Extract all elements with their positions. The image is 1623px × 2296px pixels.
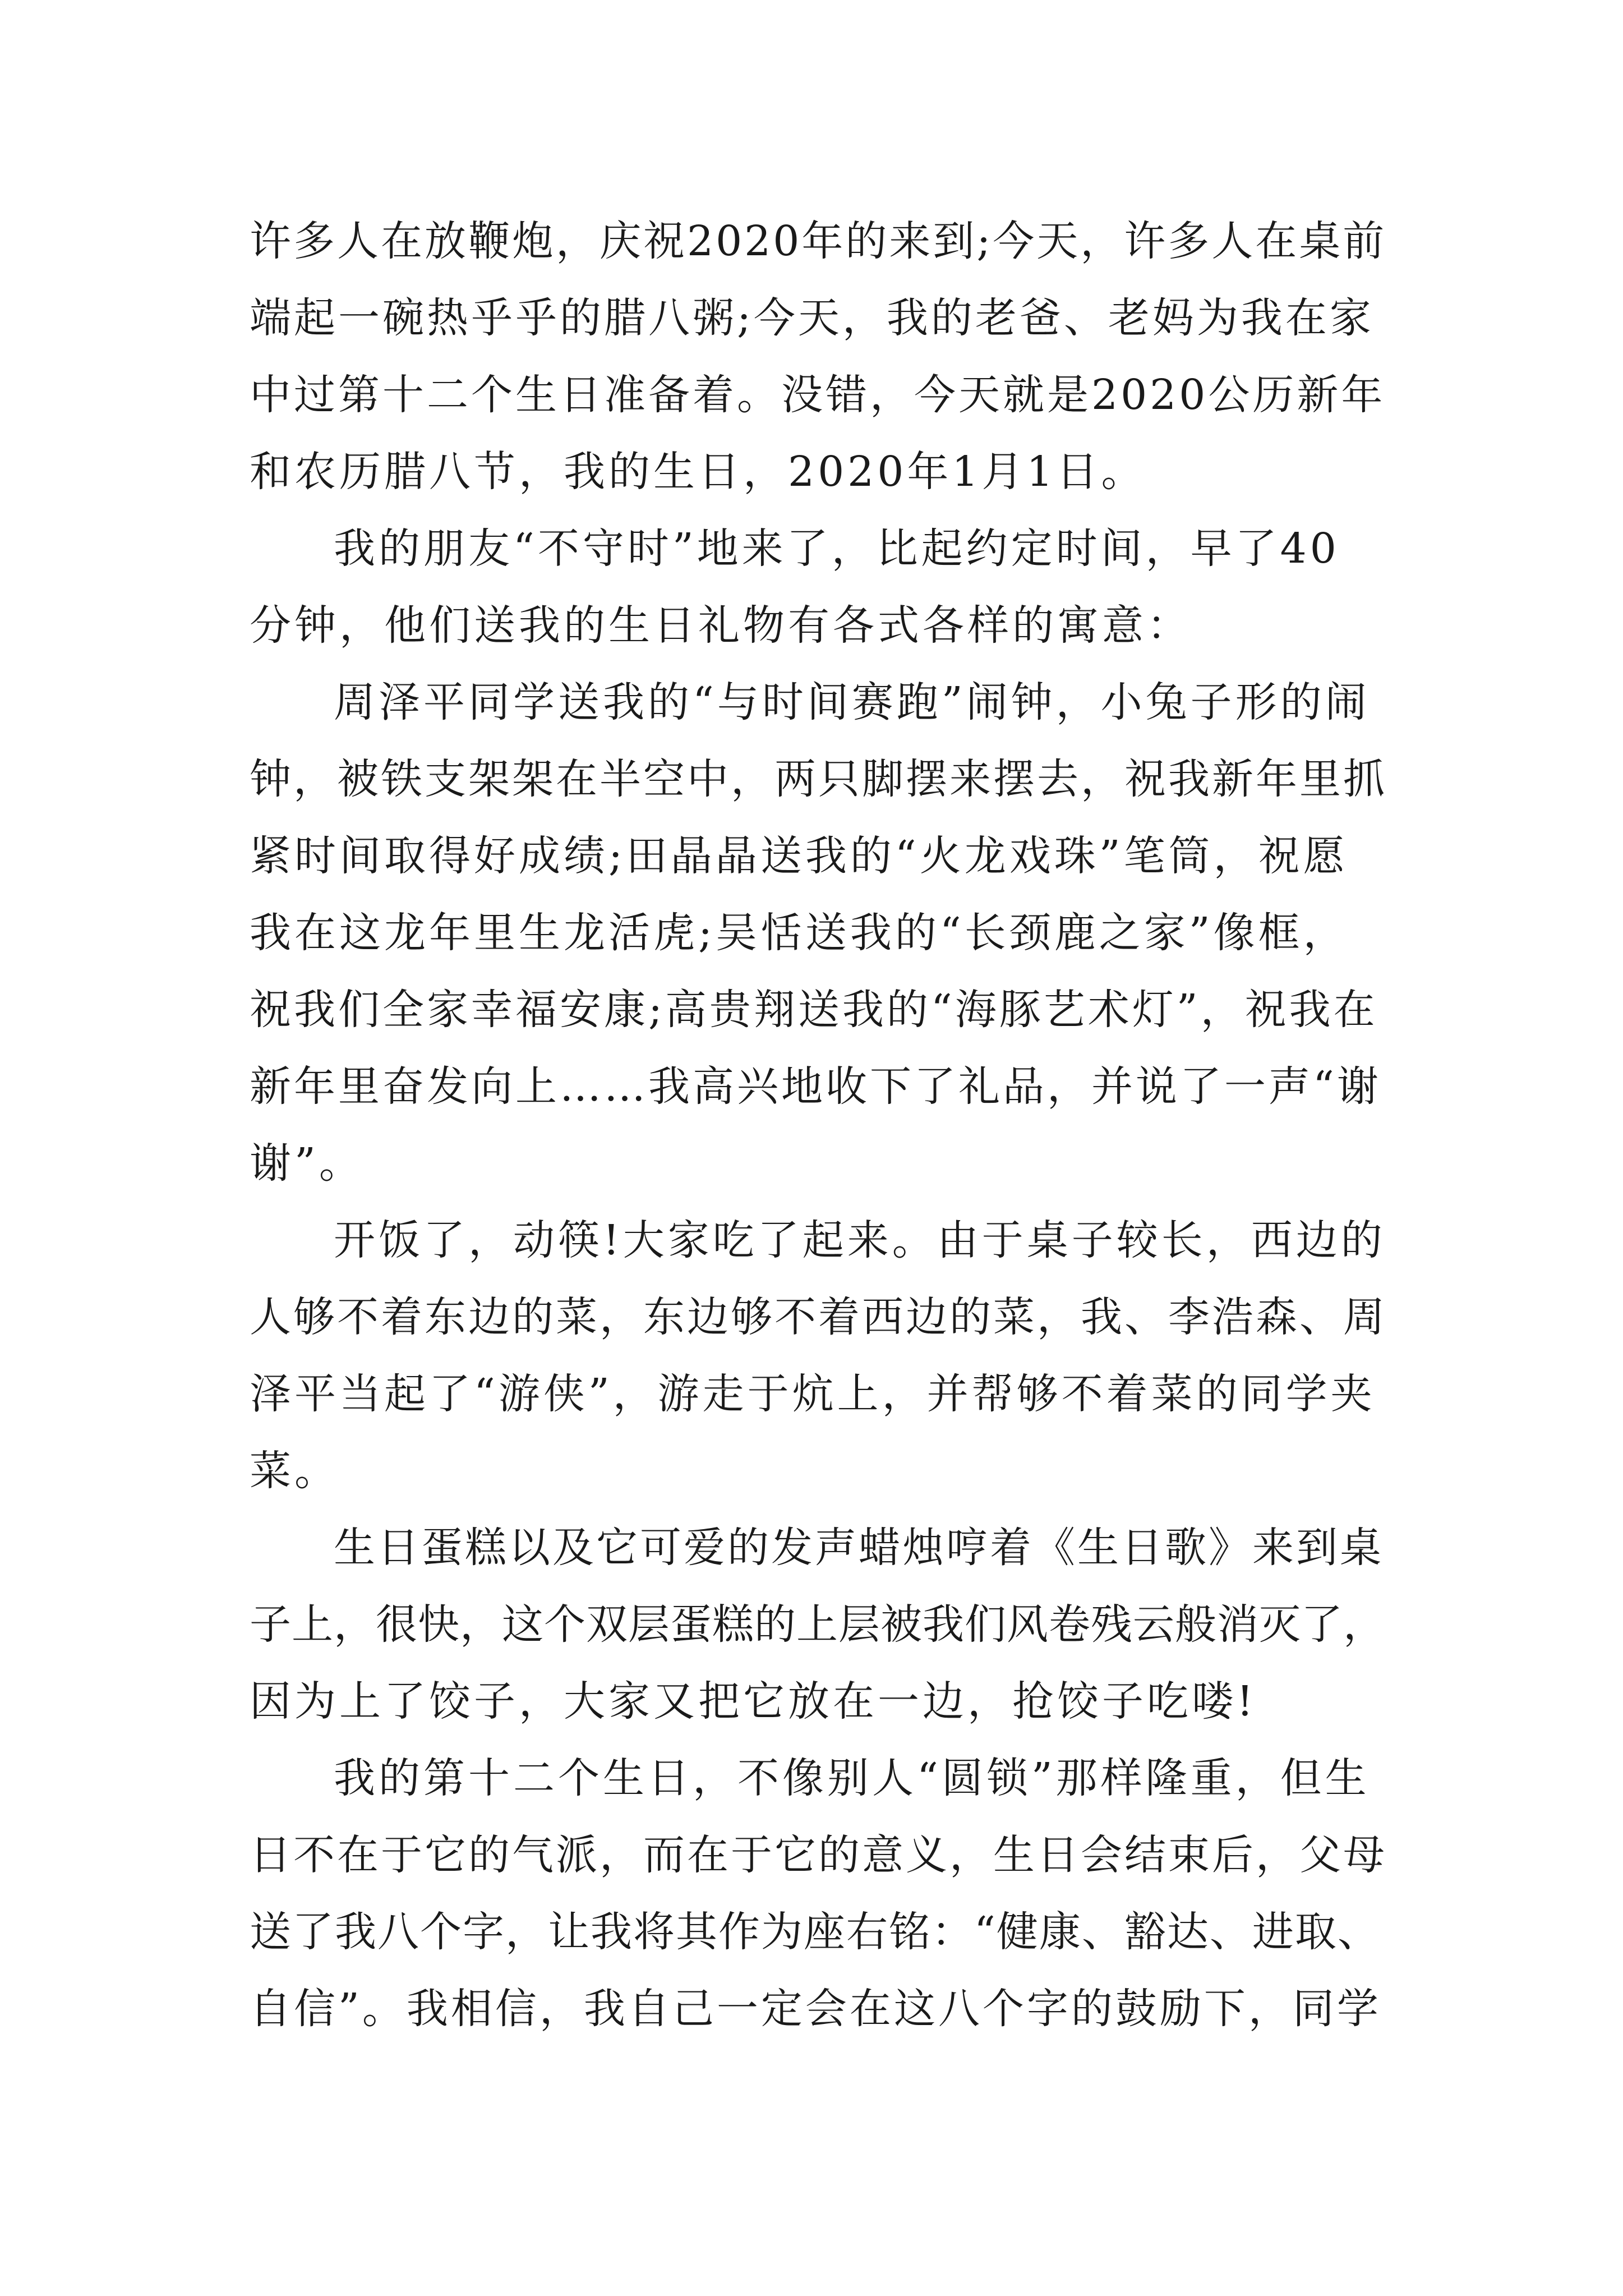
text-line: 我的第十二个生日，不像别人“圆锁”那样隆重，但生 xyxy=(334,1754,1370,1802)
text-line: 开饭了，动筷!大家吃了起来。由于桌子较长，西边的 xyxy=(334,1216,1386,1264)
text-line: 和农历腊八节，我的生日，2020年1月1日。 xyxy=(250,448,1146,496)
text-line: 周泽平同学送我的“与时间赛跑”闹钟，小兔子形的闹 xyxy=(334,678,1370,726)
text-line: 菜。 xyxy=(250,1447,339,1495)
text-line: 祝我们全家幸福安康;高贵翔送我的“海豚艺术灯”，祝我在 xyxy=(250,986,1378,1034)
text-line: 送了我八个字，让我将其作为座右铭：“健康、豁达、进取、 xyxy=(250,1908,1380,1956)
text-line: 生日蛋糕以及它可爱的发声蜡烛哼着《生日歌》来到桌 xyxy=(334,1524,1384,1572)
text-line: 钟，被铁支架架在半空中，两只脚摆来摆去，祝我新年里抓 xyxy=(250,755,1387,803)
text-line: 泽平当起了“游侠”，游走于炕上，并帮够不着菜的同学夹 xyxy=(250,1370,1376,1418)
text-line: 我在这龙年里生龙活虎;吴恬送我的“长颈鹿之家”像框， xyxy=(250,909,1348,957)
text-line: 分钟，他们送我的生日礼物有各式各样的寓意： xyxy=(250,601,1192,650)
text-line: 我的朋友“不守时”地来了，比起约定时间，早了40 xyxy=(334,524,1340,573)
text-line: 紧时间取得好成绩;田晶晶送我的“火龙戏珠”笔筒，祝愿 xyxy=(250,832,1348,880)
text-line: 谢”。 xyxy=(250,1139,364,1188)
text-line: 新年里奋发向上……我高兴地收下了礼品，并说了一声“谢 xyxy=(250,1062,1381,1111)
text-line: 人够不着东边的菜，东边够不着西边的菜，我、李浩森、周 xyxy=(250,1293,1387,1341)
text-line: 自信”。我相信，我自己一定会在这八个字的鼓励下，同学 xyxy=(250,1985,1381,2033)
text-line: 端起一碗热乎乎的腊八粥;今天，我的老爸、老妈为我在家 xyxy=(250,294,1374,342)
text-line: 子上，很快，这个双层蛋糕的上层被我们风卷残云般消灭了， xyxy=(250,1600,1385,1649)
text-line: 日不在于它的气派，而在于它的意义，生日会结束后，父母 xyxy=(250,1831,1387,1879)
text-line: 许多人在放鞭炮，庆祝2020年的来到;今天，许多人在桌前 xyxy=(250,217,1387,265)
text-line: 因为上了饺子，大家又把它放在一边，抢饺子吃喽! xyxy=(250,1677,1257,1726)
body-text xyxy=(250,203,1388,2047)
text-line: 中过第十二个生日准备着。没错，今天就是2020公历新年 xyxy=(250,371,1386,419)
